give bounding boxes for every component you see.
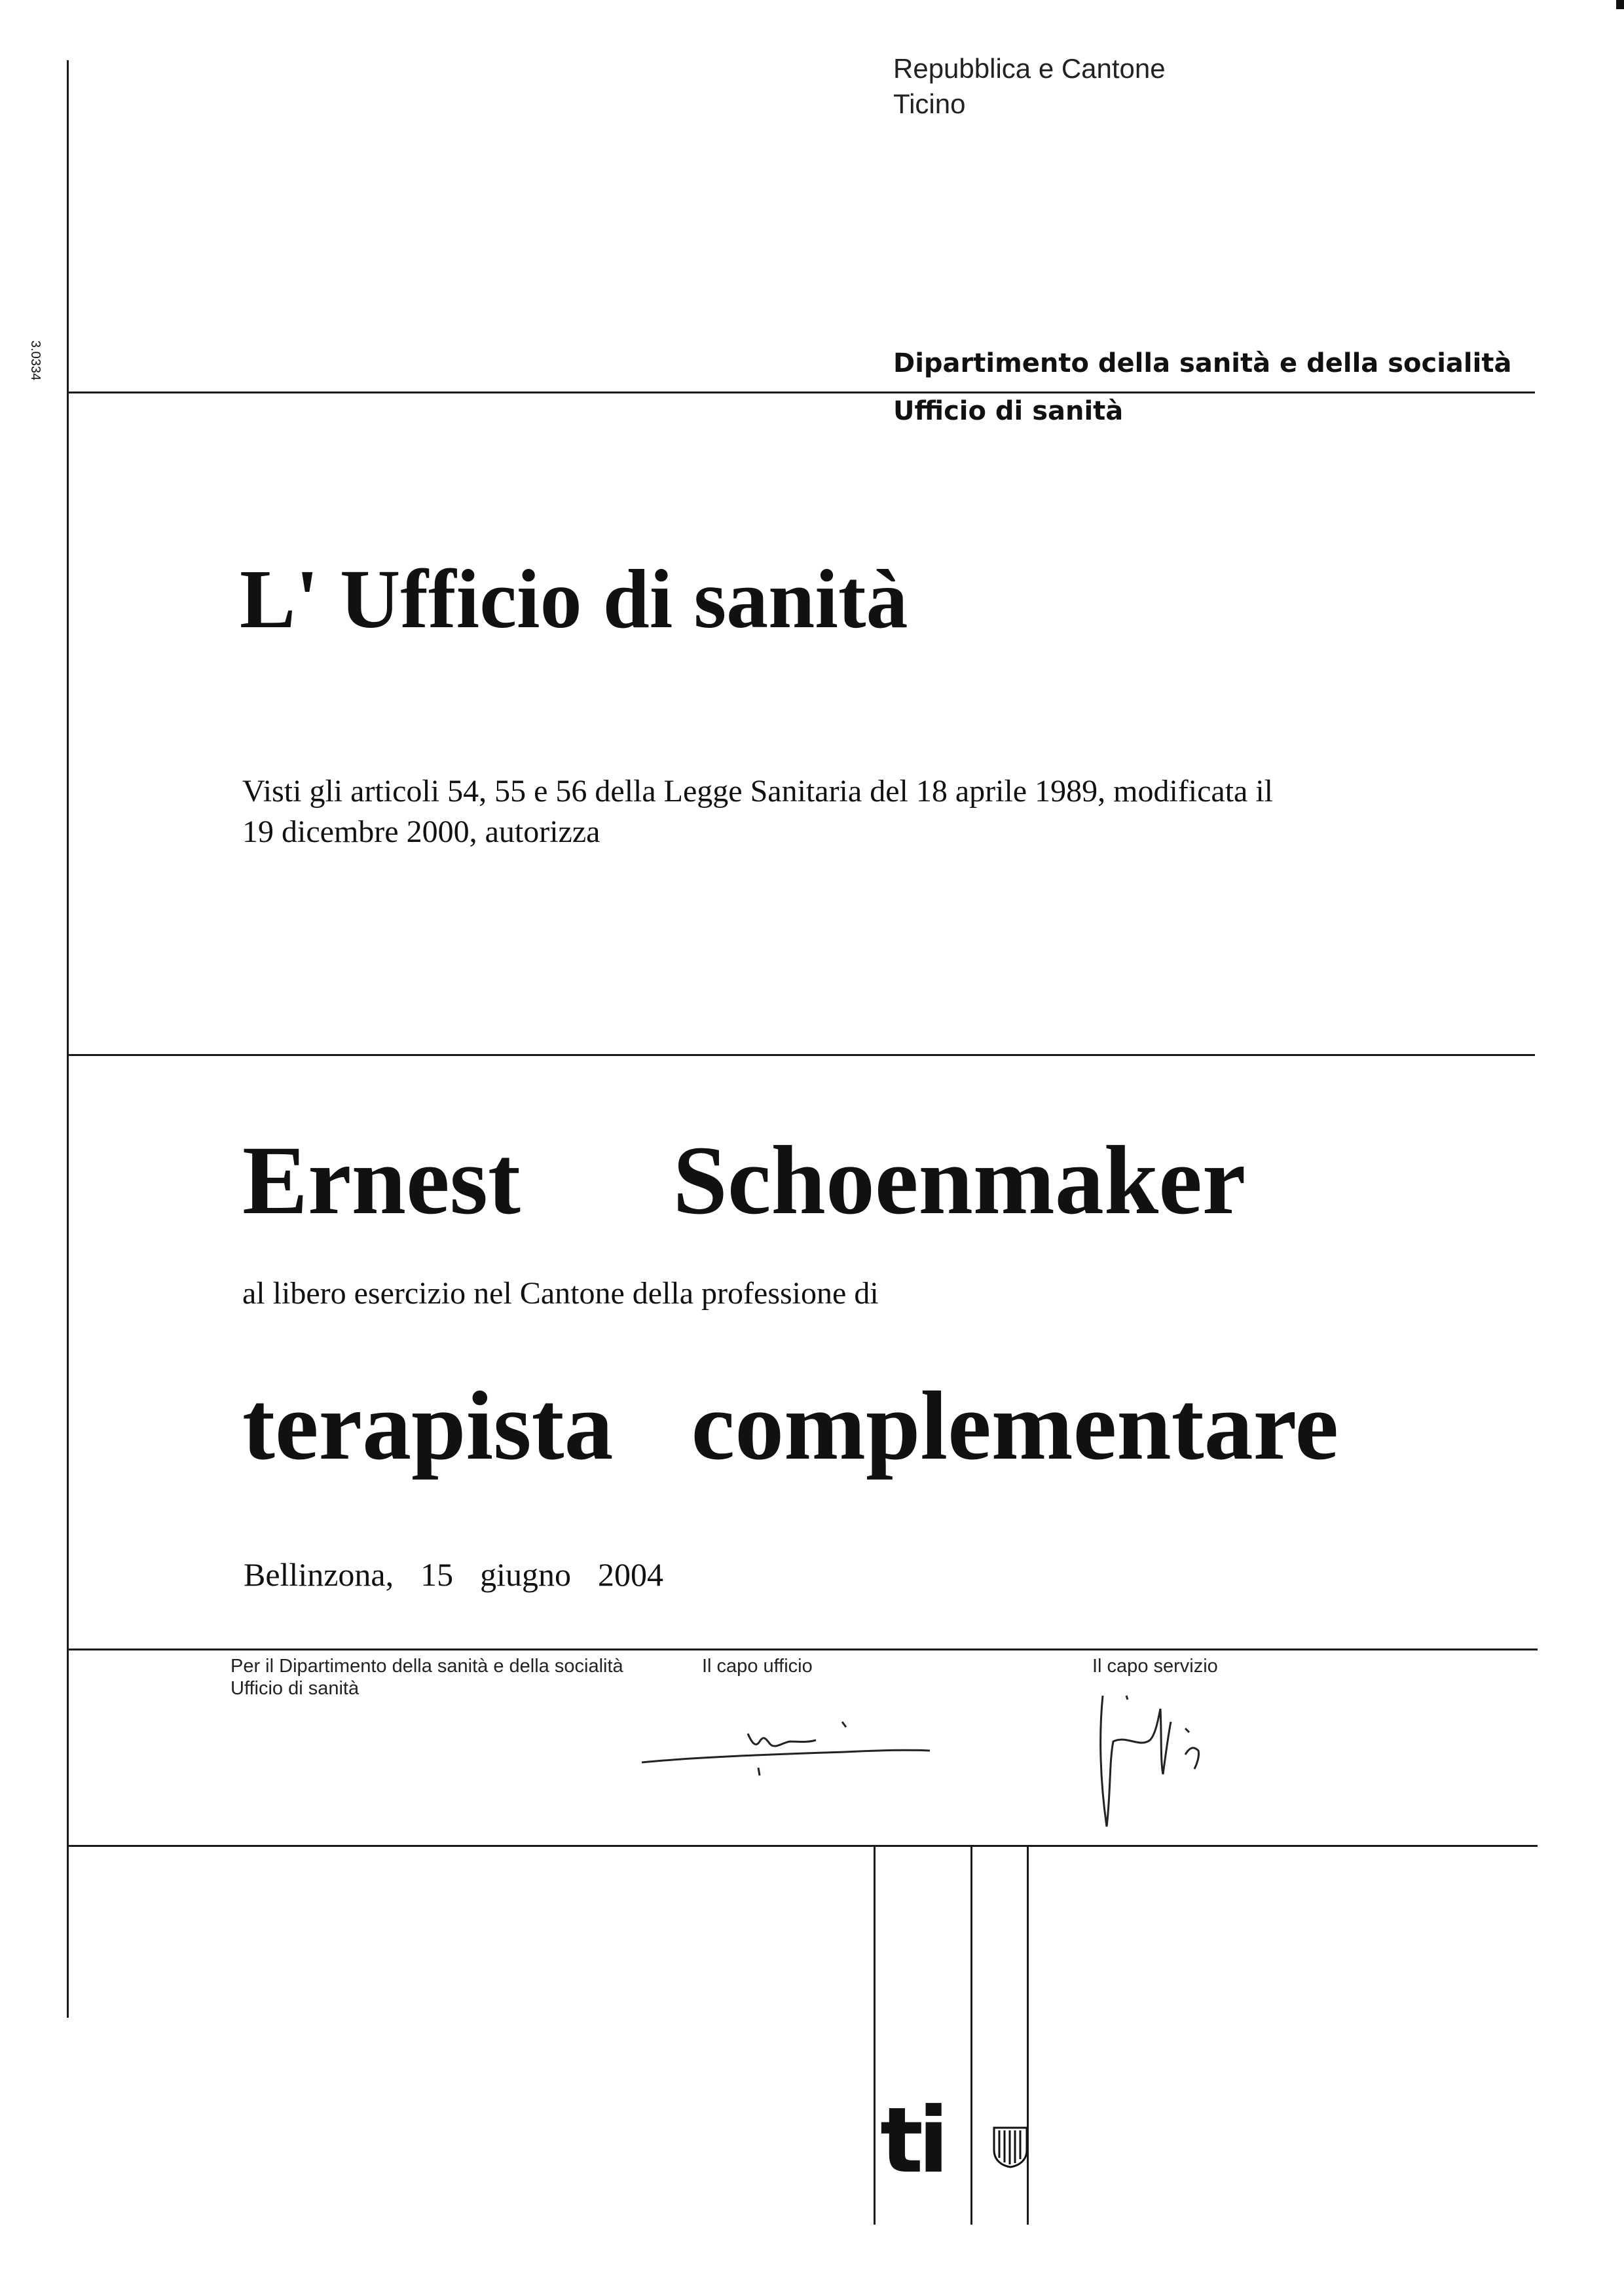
preamble-line-2: 19 dicembre 2000, autorizza	[242, 814, 600, 849]
office-name: Ufficio di sanità	[893, 396, 1124, 426]
signature-dept-label-2: Ufficio di sanità	[231, 1678, 360, 1699]
section-rule-1	[67, 1054, 1535, 1056]
preamble-line-1: Visti gli articoli 54, 55 e 56 della Legge Sanitaria del 18 aprile 1989, modificata il	[242, 774, 1274, 809]
republic-heading	[893, 51, 1166, 122]
side-reference-code: 3.0334	[28, 340, 43, 381]
section-rule-2	[67, 1649, 1538, 1650]
footer-divider-2	[970, 1845, 972, 2225]
capo-servizio-signature	[1087, 1683, 1231, 1840]
section-rule-3	[67, 1845, 1538, 1847]
capo-servizio-label: Il capo servizio	[1092, 1656, 1218, 1677]
capo-ufficio-label: Il capo ufficio	[702, 1656, 813, 1677]
signature-dept-label-1: Per il Dipartimento della sanità e della socialità	[231, 1656, 623, 1677]
capo-ufficio-signature	[635, 1702, 936, 1787]
authorized-person-name: Ernest Schoenmaker	[242, 1126, 1246, 1235]
exercise-text: al libero esercizio nel Cantone della professione di	[242, 1276, 879, 1311]
place-and-date: Bellinzona, 15 giugno 2004	[244, 1556, 663, 1593]
canton-crest-icon	[993, 2126, 1028, 2168]
certificate-title: L' Ufficio di sanità	[240, 553, 908, 646]
preamble-text	[242, 771, 1356, 852]
profession-title: terapista complementare	[242, 1372, 1339, 1480]
ticino-logo-text: ti	[880, 2088, 944, 2193]
footer-divider-1	[874, 1845, 876, 2225]
corner-mark	[1616, 0, 1624, 9]
left-margin-rule	[67, 60, 69, 2018]
republic-line-2: Ticino	[893, 88, 966, 119]
header-rule	[67, 392, 1535, 393]
department-name: Dipartimento della sanità e della socialità	[893, 348, 1512, 378]
republic-line-1: Repubblica e Cantone	[893, 53, 1166, 84]
